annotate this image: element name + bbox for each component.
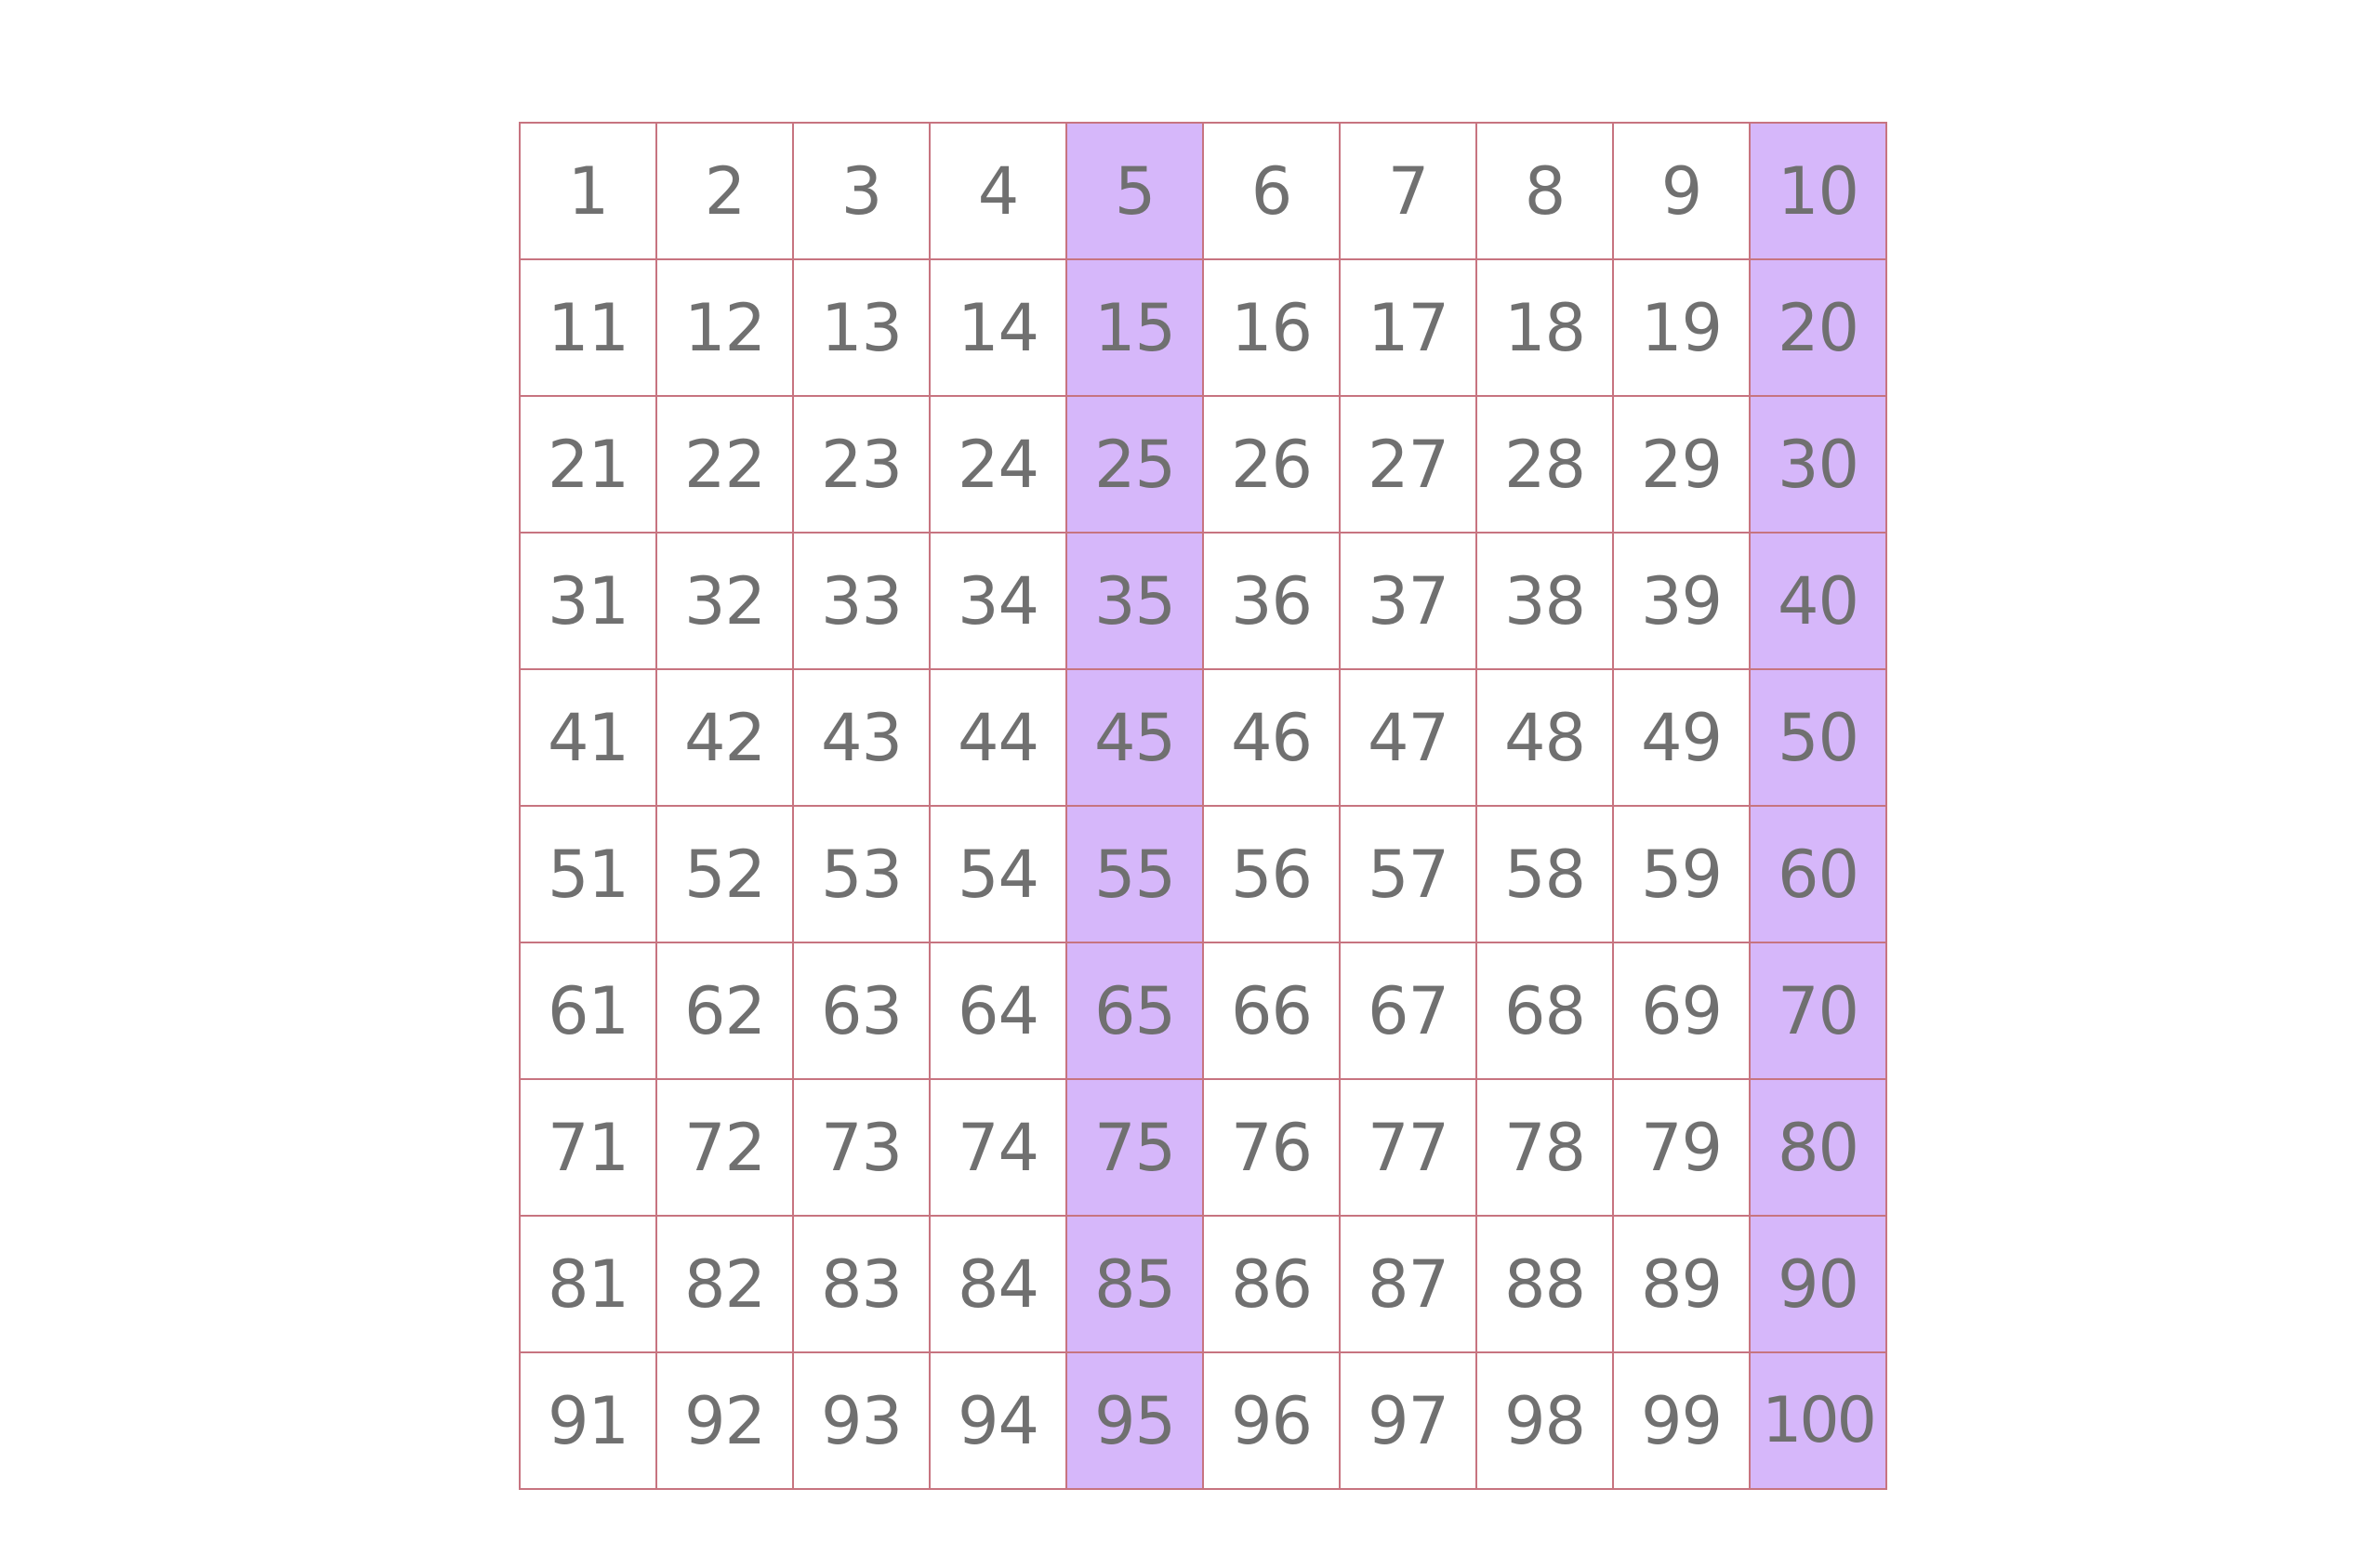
grid-cell: 83 bbox=[794, 1217, 931, 1353]
grid-cell: 46 bbox=[1204, 670, 1341, 807]
grid-cell-highlighted: 100 bbox=[1751, 1353, 1887, 1490]
grid-cell-highlighted: 45 bbox=[1067, 670, 1204, 807]
grid-cell: 19 bbox=[1614, 260, 1751, 397]
grid-cell: 49 bbox=[1614, 670, 1751, 807]
grid-cell: 38 bbox=[1477, 534, 1614, 670]
grid-cell-highlighted: 60 bbox=[1751, 807, 1887, 943]
grid-cell: 4 bbox=[931, 124, 1067, 260]
grid-cell: 93 bbox=[794, 1353, 931, 1490]
grid-cell: 56 bbox=[1204, 807, 1341, 943]
grid-cell: 32 bbox=[657, 534, 794, 670]
grid-cell: 29 bbox=[1614, 397, 1751, 534]
grid-cell-highlighted: 80 bbox=[1751, 1080, 1887, 1217]
grid-cell: 57 bbox=[1341, 807, 1477, 943]
grid-cell: 69 bbox=[1614, 943, 1751, 1080]
grid-cell: 16 bbox=[1204, 260, 1341, 397]
grid-cell: 67 bbox=[1341, 943, 1477, 1080]
grid-cell-highlighted: 5 bbox=[1067, 124, 1204, 260]
grid-cell: 24 bbox=[931, 397, 1067, 534]
grid-cell: 37 bbox=[1341, 534, 1477, 670]
grid-cell: 86 bbox=[1204, 1217, 1341, 1353]
grid-cell: 88 bbox=[1477, 1217, 1614, 1353]
grid-cell: 1 bbox=[521, 124, 657, 260]
hundred-chart-grid bbox=[519, 122, 1887, 1490]
grid-cell: 54 bbox=[931, 807, 1067, 943]
grid-cell-highlighted: 85 bbox=[1067, 1217, 1204, 1353]
grid-cell: 68 bbox=[1477, 943, 1614, 1080]
grid-cell: 21 bbox=[521, 397, 657, 534]
grid-cell: 84 bbox=[931, 1217, 1067, 1353]
grid-cell-highlighted: 55 bbox=[1067, 807, 1204, 943]
grid-cell: 63 bbox=[794, 943, 931, 1080]
grid-cell: 79 bbox=[1614, 1080, 1751, 1217]
grid-cell: 33 bbox=[794, 534, 931, 670]
grid-cell-highlighted: 75 bbox=[1067, 1080, 1204, 1217]
grid-cell: 77 bbox=[1341, 1080, 1477, 1217]
grid-cell: 64 bbox=[931, 943, 1067, 1080]
grid-cell: 53 bbox=[794, 807, 931, 943]
grid-cell: 76 bbox=[1204, 1080, 1341, 1217]
grid-cell: 41 bbox=[521, 670, 657, 807]
grid-cell-highlighted: 40 bbox=[1751, 534, 1887, 670]
grid-cell: 62 bbox=[657, 943, 794, 1080]
grid-cell: 8 bbox=[1477, 124, 1614, 260]
grid-cell-highlighted: 65 bbox=[1067, 943, 1204, 1080]
grid-cell-highlighted: 95 bbox=[1067, 1353, 1204, 1490]
grid-cell: 99 bbox=[1614, 1353, 1751, 1490]
grid-cell: 43 bbox=[794, 670, 931, 807]
grid-cell: 47 bbox=[1341, 670, 1477, 807]
grid-cell: 23 bbox=[794, 397, 931, 534]
grid-cell: 74 bbox=[931, 1080, 1067, 1217]
grid-cell: 59 bbox=[1614, 807, 1751, 943]
grid-cell: 94 bbox=[931, 1353, 1067, 1490]
grid-cell: 17 bbox=[1341, 260, 1477, 397]
grid-cell: 91 bbox=[521, 1353, 657, 1490]
grid-cell: 87 bbox=[1341, 1217, 1477, 1353]
grid-cell-highlighted: 35 bbox=[1067, 534, 1204, 670]
grid-cell: 36 bbox=[1204, 534, 1341, 670]
grid-cell: 48 bbox=[1477, 670, 1614, 807]
grid-cell-highlighted: 20 bbox=[1751, 260, 1887, 397]
grid-cell: 28 bbox=[1477, 397, 1614, 534]
grid-cell: 12 bbox=[657, 260, 794, 397]
grid-cell: 13 bbox=[794, 260, 931, 397]
grid-cell: 22 bbox=[657, 397, 794, 534]
grid-cell: 3 bbox=[794, 124, 931, 260]
grid-cell: 73 bbox=[794, 1080, 931, 1217]
grid-cell: 26 bbox=[1204, 397, 1341, 534]
grid-cell: 81 bbox=[521, 1217, 657, 1353]
grid-cell-highlighted: 30 bbox=[1751, 397, 1887, 534]
grid-cell: 34 bbox=[931, 534, 1067, 670]
grid-cell: 78 bbox=[1477, 1080, 1614, 1217]
grid-cell: 11 bbox=[521, 260, 657, 397]
grid-cell: 31 bbox=[521, 534, 657, 670]
grid-cell: 6 bbox=[1204, 124, 1341, 260]
grid-cell: 14 bbox=[931, 260, 1067, 397]
grid-cell: 51 bbox=[521, 807, 657, 943]
grid-cell-highlighted: 10 bbox=[1751, 124, 1887, 260]
grid-cell: 72 bbox=[657, 1080, 794, 1217]
grid-cell: 58 bbox=[1477, 807, 1614, 943]
grid-cell: 66 bbox=[1204, 943, 1341, 1080]
grid-cell: 82 bbox=[657, 1217, 794, 1353]
grid-cell: 18 bbox=[1477, 260, 1614, 397]
grid-cell: 96 bbox=[1204, 1353, 1341, 1490]
grid-cell: 52 bbox=[657, 807, 794, 943]
grid-cell: 9 bbox=[1614, 124, 1751, 260]
grid-cell: 61 bbox=[521, 943, 657, 1080]
grid-cell: 92 bbox=[657, 1353, 794, 1490]
grid-cell-highlighted: 25 bbox=[1067, 397, 1204, 534]
grid-cell-highlighted: 70 bbox=[1751, 943, 1887, 1080]
grid-cell: 44 bbox=[931, 670, 1067, 807]
grid-cell: 39 bbox=[1614, 534, 1751, 670]
grid-cell: 98 bbox=[1477, 1353, 1614, 1490]
grid-cell-highlighted: 50 bbox=[1751, 670, 1887, 807]
grid-cell-highlighted: 90 bbox=[1751, 1217, 1887, 1353]
grid-cell: 7 bbox=[1341, 124, 1477, 260]
grid-cell-highlighted: 15 bbox=[1067, 260, 1204, 397]
grid-cell: 89 bbox=[1614, 1217, 1751, 1353]
grid-cell: 97 bbox=[1341, 1353, 1477, 1490]
grid-cell: 2 bbox=[657, 124, 794, 260]
grid-cell: 27 bbox=[1341, 397, 1477, 534]
grid-cell: 71 bbox=[521, 1080, 657, 1217]
grid-cell: 42 bbox=[657, 670, 794, 807]
